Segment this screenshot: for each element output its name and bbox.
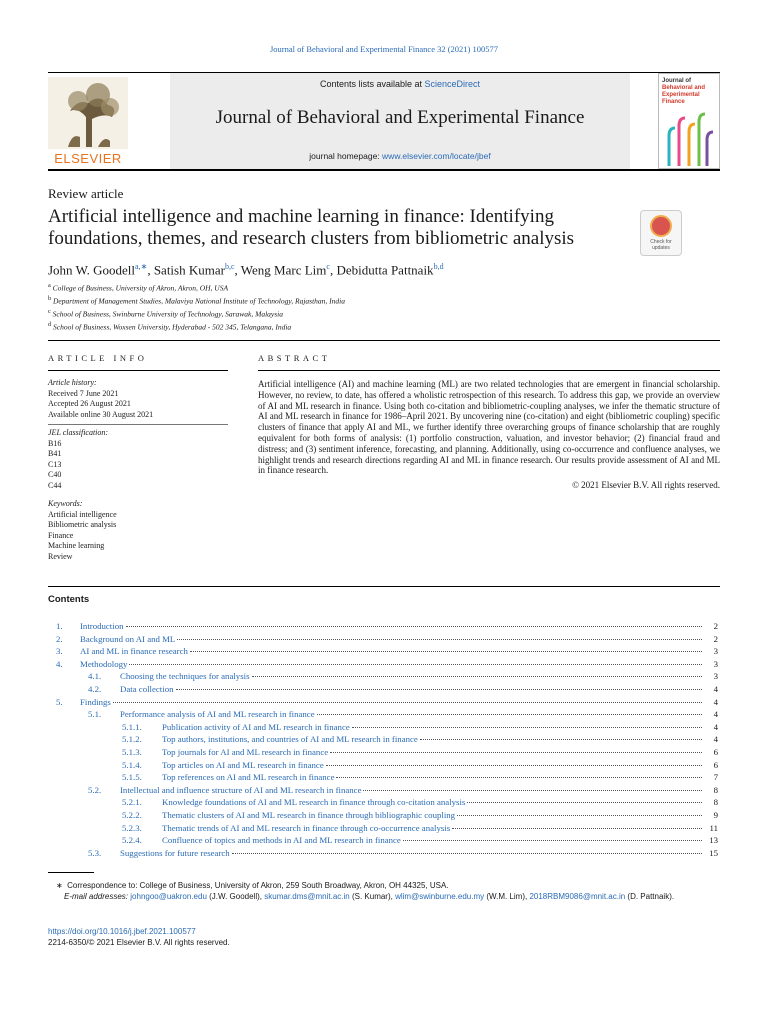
toc-number: 2. bbox=[56, 633, 63, 644]
toc-label[interactable]: Publication activity of AI and ML research in finance bbox=[162, 721, 350, 732]
toc-page-number: 4 bbox=[713, 684, 718, 694]
jel-code: C13 bbox=[48, 459, 62, 469]
toc-page-number: 3 bbox=[713, 658, 718, 669]
keywords-heading: Keywords: bbox=[48, 499, 83, 508]
affiliation bbox=[48, 294, 345, 307]
toc-entry[interactable] bbox=[122, 733, 718, 746]
toc-entry[interactable] bbox=[56, 658, 718, 671]
check-updates-line1: Check for bbox=[650, 239, 672, 245]
toc-number: 5.2.2. bbox=[122, 810, 142, 820]
toc-entry[interactable] bbox=[88, 847, 718, 860]
toc-entry[interactable] bbox=[88, 670, 718, 683]
keyword: Machine learning bbox=[48, 541, 105, 550]
footnotes bbox=[48, 880, 720, 902]
toc-number: 5.2.3. bbox=[122, 822, 142, 833]
history-item: Available online 30 August 2021 bbox=[48, 409, 154, 419]
journal-cover[interactable] bbox=[658, 73, 720, 169]
toc-number: 5. bbox=[56, 696, 63, 707]
toc-leader-dots bbox=[336, 777, 702, 778]
author[interactable]: Satish Kumar bbox=[153, 262, 225, 278]
toc-page-number: 6 bbox=[713, 759, 718, 770]
check-updates-icon bbox=[650, 215, 672, 237]
toc-label[interactable]: Suggestions for future research bbox=[120, 847, 230, 858]
toc-leader-dots bbox=[129, 664, 702, 665]
toc-number: 5.1.2. bbox=[122, 734, 142, 745]
toc-label[interactable]: Findings bbox=[80, 696, 111, 707]
toc-page-number: 4 bbox=[713, 734, 718, 745]
toc-entry[interactable] bbox=[88, 708, 718, 721]
author-affiliation-marker[interactable]: a,∗ bbox=[135, 262, 148, 271]
author[interactable]: Weng Marc Lim bbox=[240, 262, 327, 278]
check-updates-line2: updates bbox=[652, 245, 670, 251]
article-info bbox=[48, 378, 228, 562]
author-list bbox=[48, 262, 444, 278]
toc-label[interactable]: Top authors, institutions, and countries of AI and ML research in finance bbox=[162, 734, 418, 745]
sciencedirect-link[interactable]: ScienceDirect bbox=[424, 79, 481, 89]
toc-entry[interactable] bbox=[56, 620, 718, 633]
toc-number: 5.1.1. bbox=[122, 721, 142, 732]
author-separator: , bbox=[329, 262, 337, 278]
toc-label[interactable]: Top references on AI and ML research in finance bbox=[162, 772, 335, 783]
affiliation-text: School of Business, Swinburne University of Technology, Sarawak, Malaysia bbox=[52, 309, 283, 319]
keyword: Bibliometric analysis bbox=[48, 520, 117, 529]
toc-label[interactable]: Background on AI and ML bbox=[80, 633, 176, 644]
affiliation bbox=[48, 320, 345, 333]
toc-page-number: 4 bbox=[713, 709, 718, 720]
issn-copyright: 2214-6350/© 2021 Elsevier B.V. All rights reserved. bbox=[48, 938, 230, 947]
check-for-updates-button[interactable] bbox=[640, 210, 682, 256]
affiliation-key: a bbox=[48, 282, 51, 289]
journal-title: Journal of Behavioral and Experimental Finance bbox=[215, 107, 585, 128]
toc-entry[interactable] bbox=[122, 746, 718, 759]
toc-page-number: 13 bbox=[709, 835, 718, 846]
article-type: Review article bbox=[48, 186, 124, 201]
author[interactable]: John W. Goodell bbox=[48, 262, 136, 278]
jel-code: C44 bbox=[48, 480, 62, 490]
cover-artwork-icon bbox=[659, 106, 717, 168]
toc-page-number: 3 bbox=[713, 671, 718, 682]
toc-page-number: 11 bbox=[709, 822, 718, 833]
affiliation-text: College of Business, University of Akron, Akron, OH, USA bbox=[52, 283, 229, 293]
toc-entry[interactable] bbox=[88, 683, 718, 696]
cover-title-line1: Journal of bbox=[662, 78, 692, 84]
toc-page-number: 6 bbox=[713, 747, 718, 757]
footer bbox=[48, 926, 230, 948]
divider bbox=[48, 586, 720, 587]
toc-label[interactable]: AI and ML in finance research bbox=[80, 646, 188, 657]
cover-title-line2: Behavioral and bbox=[662, 85, 706, 91]
author-affiliation-marker[interactable]: b,c bbox=[224, 262, 235, 271]
toc-number: 1. bbox=[56, 621, 63, 631]
contents-prefix: Contents lists available at bbox=[319, 79, 425, 89]
affiliation-key: b bbox=[48, 295, 52, 302]
toc-label[interactable]: Top journals for AI and ML research in finance bbox=[162, 747, 329, 757]
toc-leader-dots bbox=[177, 639, 702, 640]
toc-entry[interactable] bbox=[56, 633, 718, 646]
toc-leader-dots bbox=[352, 727, 702, 728]
toc-entry[interactable] bbox=[122, 759, 718, 772]
correspondence-text: Correspondence to: College of Business, University of Akron, 259 South Broadway, Akron, OH 44325, USA. bbox=[67, 881, 449, 890]
history-heading: Article history: bbox=[48, 378, 97, 387]
toc-number: 3. bbox=[56, 646, 63, 657]
footnote-divider bbox=[48, 872, 94, 873]
author[interactable]: Debidutta Pattnaik bbox=[336, 262, 434, 278]
affiliation-text: Department of Management Studies, Malaviya National Institute of Technology, Rajasthan, India bbox=[53, 296, 345, 306]
toc-label[interactable]: Choosing the techniques for analysis bbox=[120, 671, 250, 682]
article-info-heading: ARTICLE INFO bbox=[48, 353, 148, 363]
toc-leader-dots bbox=[326, 765, 702, 766]
abstract bbox=[258, 379, 720, 491]
toc-number: 5.1.4. bbox=[122, 759, 142, 770]
doi-link[interactable]: https://doi.org/10.1016/j.jbef.2021.100577 bbox=[48, 927, 196, 936]
keyword: Finance bbox=[48, 530, 74, 540]
email-link[interactable]: skumar.dms@mnit.ac.in bbox=[264, 892, 350, 901]
homepage-link[interactable]: www.elsevier.com/locate/jbef bbox=[382, 151, 491, 161]
email-link[interactable]: johngoo@uakron.edu bbox=[130, 892, 207, 901]
toc-page-number: 2 bbox=[713, 633, 718, 644]
toc-entry[interactable] bbox=[122, 771, 718, 784]
author-affiliation-marker[interactable]: c bbox=[326, 262, 330, 271]
contents-heading: Contents bbox=[48, 594, 90, 605]
toc-page-number: 9 bbox=[713, 810, 718, 820]
affiliation-text: School of Business, Woxsen University, Hyderabad - 502 345, Telangana, India bbox=[53, 322, 292, 332]
jel-heading: JEL classification: bbox=[48, 428, 109, 437]
affiliation-key: d bbox=[48, 321, 52, 328]
author-separator: , bbox=[147, 262, 154, 278]
toc-entry[interactable] bbox=[122, 796, 718, 809]
email-owner: (J.W. Goodell), bbox=[206, 892, 265, 901]
abstract-copyright: © 2021 Elsevier B.V. All rights reserved. bbox=[572, 480, 720, 491]
article-title: Artificial intelligence and machine learning in finance: Identifying foundations, themes, and research clusters from bibliometric analysis bbox=[48, 206, 575, 249]
toc-entry[interactable] bbox=[88, 784, 718, 797]
toc-leader-dots bbox=[232, 853, 702, 854]
divider bbox=[258, 370, 720, 371]
email-addresses bbox=[48, 891, 720, 902]
divider bbox=[48, 424, 228, 425]
journal-homepage bbox=[170, 151, 630, 161]
toc-number: 4.1. bbox=[88, 671, 102, 682]
toc-leader-dots bbox=[317, 714, 702, 715]
toc-leader-dots bbox=[363, 790, 702, 791]
email-owner: (D. Pattnaik). bbox=[625, 892, 675, 901]
toc-leader-dots bbox=[452, 828, 702, 829]
affiliation-key: c bbox=[48, 308, 51, 315]
toc-leader-dots bbox=[403, 840, 702, 841]
toc-page-number: 15 bbox=[709, 847, 718, 858]
affiliation bbox=[48, 307, 345, 320]
toc-label[interactable]: Data collection bbox=[120, 684, 174, 694]
toc-page-number: 3 bbox=[713, 646, 718, 657]
correspondence-note bbox=[48, 880, 720, 891]
email-label: E-mail addresses: bbox=[64, 892, 129, 901]
toc-leader-dots bbox=[126, 626, 703, 627]
email-owner: (S. Kumar), bbox=[349, 892, 396, 901]
toc-label[interactable]: Top articles on AI and ML research in finance bbox=[162, 759, 324, 770]
toc-leader-dots bbox=[467, 802, 702, 803]
toc-entry[interactable] bbox=[122, 822, 718, 835]
toc-number: 5.2.1. bbox=[122, 797, 142, 808]
toc-label[interactable]: Methodology bbox=[80, 658, 128, 669]
toc-number: 5.2.4. bbox=[122, 835, 142, 846]
contents-available bbox=[170, 79, 630, 89]
publisher-name: ELSEVIER bbox=[54, 151, 122, 166]
toc-entry[interactable] bbox=[56, 645, 718, 658]
jel-code: C40 bbox=[48, 470, 62, 479]
toc-number: 4.2. bbox=[88, 684, 102, 694]
toc-number: 5.2. bbox=[88, 784, 102, 795]
toc-leader-dots bbox=[457, 815, 702, 816]
author-separator: , bbox=[234, 262, 241, 278]
divider bbox=[48, 340, 720, 341]
toc-number: 5.1. bbox=[88, 709, 102, 720]
affiliation bbox=[48, 281, 345, 294]
toc-label[interactable]: Introduction bbox=[80, 621, 124, 631]
toc-page-number: 7 bbox=[713, 772, 718, 783]
toc-page-number: 4 bbox=[713, 721, 718, 732]
toc-label[interactable]: Intellectual and influence structure of AI and ML research in finance bbox=[120, 784, 362, 795]
affiliations bbox=[48, 281, 345, 333]
toc-page-number: 8 bbox=[713, 784, 718, 795]
toc-leader-dots bbox=[330, 752, 702, 753]
toc-label[interactable]: Thematic trends of AI and ML research in finance through co-occurrence analysis bbox=[162, 822, 451, 833]
masthead-center bbox=[170, 73, 630, 169]
abstract-text: Artificial intelligence (AI) and machine learning (ML) are two related technologies that are emergent in financial scholarship. However, no review, to date, has offered a wholistic retrospection of this research. To address this gap, we provide an overview of AI and ML research in finance. Using both co-citation and bibliometric-coupling analyses, we infer the thematic structure of AI and ML research in finance for 1986–April 2021. By uncovering nine (co-citation) and eight (bibliometric coupling) specific clusters of finance that apply AI and ML, we further identify three overarching groups of finance scholarship that are roughly equivalent for both forms of analysis: (1) portfolio construction, valuation, and investor behavior; (2) financial fraud and distress; and (3) sentiment inference, forecasting, and planning. Additionally, using co-occurrence and confluence analyses, we highlight trends and research directions regarding AI and ML in finance research. Our results provide assessment of AI and ML in finance research. bbox=[258, 379, 720, 476]
elsevier-logo bbox=[48, 77, 128, 167]
masthead bbox=[48, 72, 720, 171]
cover-title-line3: Experimental Finance bbox=[662, 92, 700, 105]
toc-page-number: 8 bbox=[713, 797, 718, 808]
toc-number: 5.3. bbox=[88, 847, 102, 858]
keyword: Review bbox=[48, 551, 73, 561]
toc-number: 5.1.3. bbox=[122, 747, 142, 757]
abstract-heading: ABSTRACT bbox=[258, 353, 331, 363]
toc-label[interactable]: Knowledge foundations of AI and ML research in finance through co-citation analysis bbox=[162, 797, 466, 808]
toc-leader-dots bbox=[113, 702, 702, 703]
toc-label[interactable]: Performance analysis of AI and ML research in finance bbox=[120, 709, 315, 720]
author-affiliation-marker[interactable]: b,d bbox=[433, 262, 444, 271]
toc-entry[interactable] bbox=[122, 721, 718, 734]
toc-leader-dots bbox=[190, 651, 702, 652]
email-link[interactable]: 2018RBM9086@mnit.ac.in bbox=[529, 892, 626, 901]
email-link[interactable]: wlim@swinburne.edu.my bbox=[395, 892, 485, 901]
toc-page-number: 4 bbox=[713, 696, 718, 707]
jel-code: B16 bbox=[48, 438, 62, 448]
toc-number: 5.1.5. bbox=[122, 772, 142, 783]
keyword: Artificial intelligence bbox=[48, 509, 117, 519]
toc-leader-dots bbox=[176, 689, 703, 690]
email-owner: (W.M. Lim), bbox=[484, 892, 530, 901]
homepage-prefix: journal homepage: bbox=[309, 151, 383, 161]
divider bbox=[48, 370, 228, 371]
toc-label[interactable]: Confluence of topics and methods in AI and ML research in finance bbox=[162, 835, 401, 846]
toc-leader-dots bbox=[420, 739, 702, 740]
toc-entry[interactable] bbox=[122, 834, 718, 847]
jel-code: B41 bbox=[48, 449, 62, 458]
toc-label[interactable]: Thematic clusters of AI and ML research in finance through bibliographic coupling bbox=[162, 810, 456, 820]
toc-number: 4. bbox=[56, 658, 63, 669]
toc-page-number: 2 bbox=[713, 621, 718, 631]
toc-entry[interactable] bbox=[56, 696, 718, 709]
footnote-star: ∗ bbox=[56, 881, 63, 890]
journal-reference[interactable]: Journal of Behavioral and Experimental Finance 32 (2021) 100577 bbox=[269, 44, 499, 54]
history-item: Received 7 June 2021 bbox=[48, 388, 119, 398]
toc-entry[interactable] bbox=[122, 809, 718, 822]
toc-leader-dots bbox=[252, 676, 703, 677]
history-item: Accepted 26 August 2021 bbox=[48, 399, 131, 408]
